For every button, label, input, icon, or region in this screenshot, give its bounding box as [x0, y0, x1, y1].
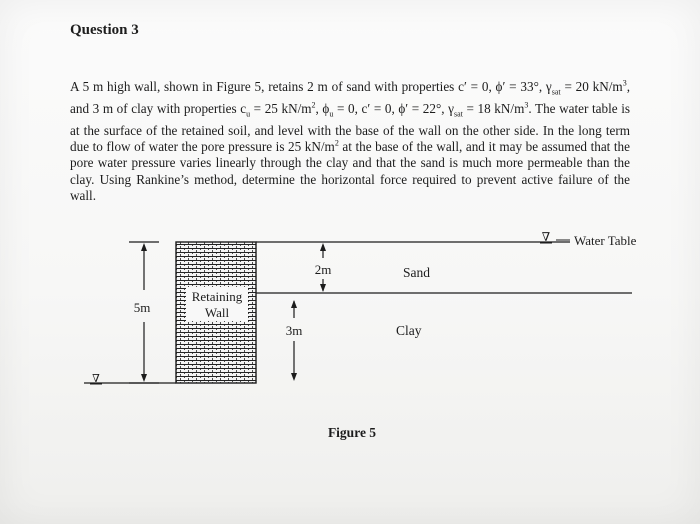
dim-2m-label: 2m: [314, 262, 332, 277]
wall-label-line2: Wall: [204, 305, 230, 320]
dim-5m-arrow-down: [141, 374, 147, 382]
dim-3m-arrow-up: [291, 300, 297, 308]
dim-5m-arrow-up: [141, 243, 147, 251]
figure-caption: Figure 5: [327, 425, 377, 440]
dim-3m-label: 3m: [285, 323, 303, 338]
wall-label-line1: Retaining: [191, 289, 243, 304]
dim-3m-arrow-down: [291, 373, 297, 381]
dim-2m-arrow-up: [320, 243, 326, 251]
water-table-label: Water Table: [574, 233, 637, 248]
dim-2m-arrow-down: [320, 284, 326, 292]
water-table-icon: ∇: [541, 230, 551, 244]
dim-5m-label: 5m: [133, 300, 151, 315]
question-title: Question 3: [70, 22, 139, 38]
sand-label: Sand: [403, 265, 430, 280]
question-text: A 5 m high wall, shown in Figure 5, retains 2 m of sand with properties c′ = 0, ϕ′ = 33°, $\gamma_{sat} = 20$ $kN/m^3$, and 3 m of clay with properties $c_u = 25$ $kN/m^2$, $\phi_u = 0$, c′ = 0, ϕ′ = 22°, $\gamma_{sat} = 18$ $kN/m^3$. The water table is at the surface of the retained soil, and level with the base of the wall on the other side. In the long term due to flow of water the pore pressure is 25 $kN/m^2$ at the base of the wall, and it may be assumed that the pore water pressure varies linearly through the clay and that the sand is much more permeable than the clay. Using Rankine’s method, determine the horizontal force required to prevent active failure of the wall.: [70, 78, 631, 204]
front-water-table-icon: ∇: [92, 373, 100, 385]
clay-label: Clay: [396, 323, 422, 338]
